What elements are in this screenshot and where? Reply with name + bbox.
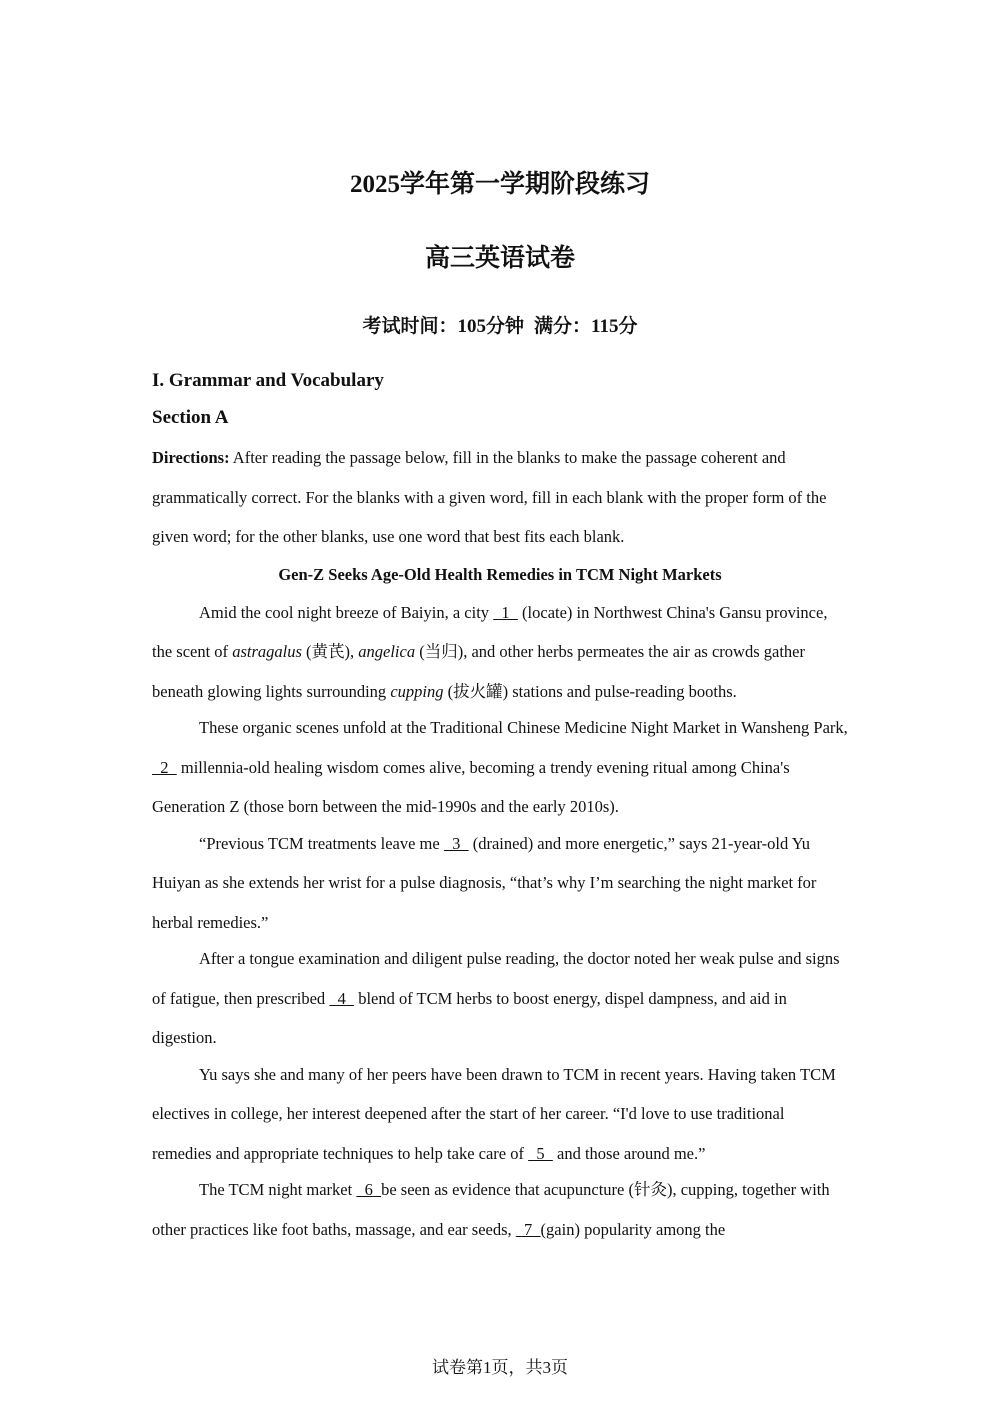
paragraph-text: The TCM night market: [199, 1180, 357, 1199]
exam-time: 考试时间：105分钟: [362, 316, 525, 337]
passage-paragraph-2: [152, 708, 848, 827]
paragraph-text: These organic scenes unfold at the Traditional Chinese Medicine Night Market in Wansheng Park,: [199, 718, 848, 737]
full-score: 满分：115分: [534, 316, 638, 337]
paragraph-text: “Previous TCM treatments leave me: [199, 833, 444, 853]
passage-paragraph-3: [152, 824, 848, 943]
blank-3: 3: [443, 833, 469, 853]
paragraph-text: and those around me.”: [552, 1143, 706, 1163]
directions: [152, 438, 848, 557]
passage-paragraph-5: [152, 1055, 848, 1174]
blank-2: 2: [152, 757, 177, 777]
directions-label: Directions:: [152, 448, 230, 467]
passage-paragraph-6: [152, 1170, 848, 1249]
exam-content: [152, 365, 848, 1246]
paragraph-text: (当归), and other herbs permeates the air as crowds gather beneath glowing lights surrounding: [152, 642, 805, 701]
term-cupping: cupping: [390, 681, 444, 701]
paragraph-text: After a tongue examination and diligent pulse reading, the doctor noted her weak pulse and signs of fatigue, then prescribed: [152, 949, 840, 1008]
paragraph-text: Yu says she and many of her peers have been drawn to TCM in recent years. Having taken TCM electives in college, her interest deepened after the start of her career. “I'd love to use traditional remedies and appropriate techniques to help take care of: [152, 1064, 836, 1163]
blank-1: 1: [493, 602, 518, 622]
passage-title: Gen-Z Seeks Age-Old Health Remedies in TCM Night Markets: [278, 564, 722, 584]
paragraph-text: (拔火罐) stations and pulse-reading booths.: [443, 681, 737, 701]
term-angelica: angelica: [358, 642, 416, 661]
page-footer: 试卷第1页，共3页: [432, 1358, 568, 1377]
blank-6: 6: [356, 1180, 382, 1199]
passage-paragraph-4: [152, 939, 848, 1058]
part-heading: I. Grammar and Vocabulary: [152, 370, 384, 391]
paragraph-text: (drained) and more energetic,” says 21-year-old Yu Huiyan as she extends her wrist for a pulse diagnosis, “that’s why I’m searching the night market for herbal remedies.”: [152, 833, 817, 932]
blank-5: 5: [528, 1143, 553, 1163]
exam-title: 2025学年第一学期阶段练习: [349, 171, 650, 198]
paragraph-text: blend of TCM herbs to boost energy, dispel dampness, and aid in digestion.: [152, 988, 787, 1047]
paragraph-text: (gain) popularity among the: [540, 1219, 726, 1239]
blank-4: 4: [329, 988, 355, 1008]
exam-subtitle: 高三英语试卷: [424, 245, 575, 272]
section-heading: Section A: [152, 407, 229, 428]
paragraph-text: (黄芪),: [301, 642, 359, 661]
blank-7: 7: [515, 1219, 541, 1239]
exam-info: [0, 312, 1000, 342]
term-astragalus: astragalus: [232, 642, 302, 661]
paragraph-text: (locate) in Northwest China's Gansu province, the scent of: [152, 602, 828, 661]
paragraph-text: be seen as evidence that acupuncture (针灸), cupping, together with other practices like foot baths, massage, and ear seeds,: [152, 1180, 830, 1239]
passage-paragraph-1: [152, 593, 848, 712]
paragraph-text: millennia-old healing wisdom comes alive, becoming a trendy evening ritual among China's Generation Z (those born between the mid-1990s and the early 2010s).: [152, 757, 790, 816]
paragraph-text: Amid the cool night breeze of Baiyin, a city: [199, 602, 494, 622]
directions-text: After reading the passage below, fill in the blanks to make the passage coherent and grammatically correct. For the blanks with a given word, fill in each blank with the proper form of the given word; for the other blanks, use one word that best fits each blank.: [152, 448, 827, 546]
